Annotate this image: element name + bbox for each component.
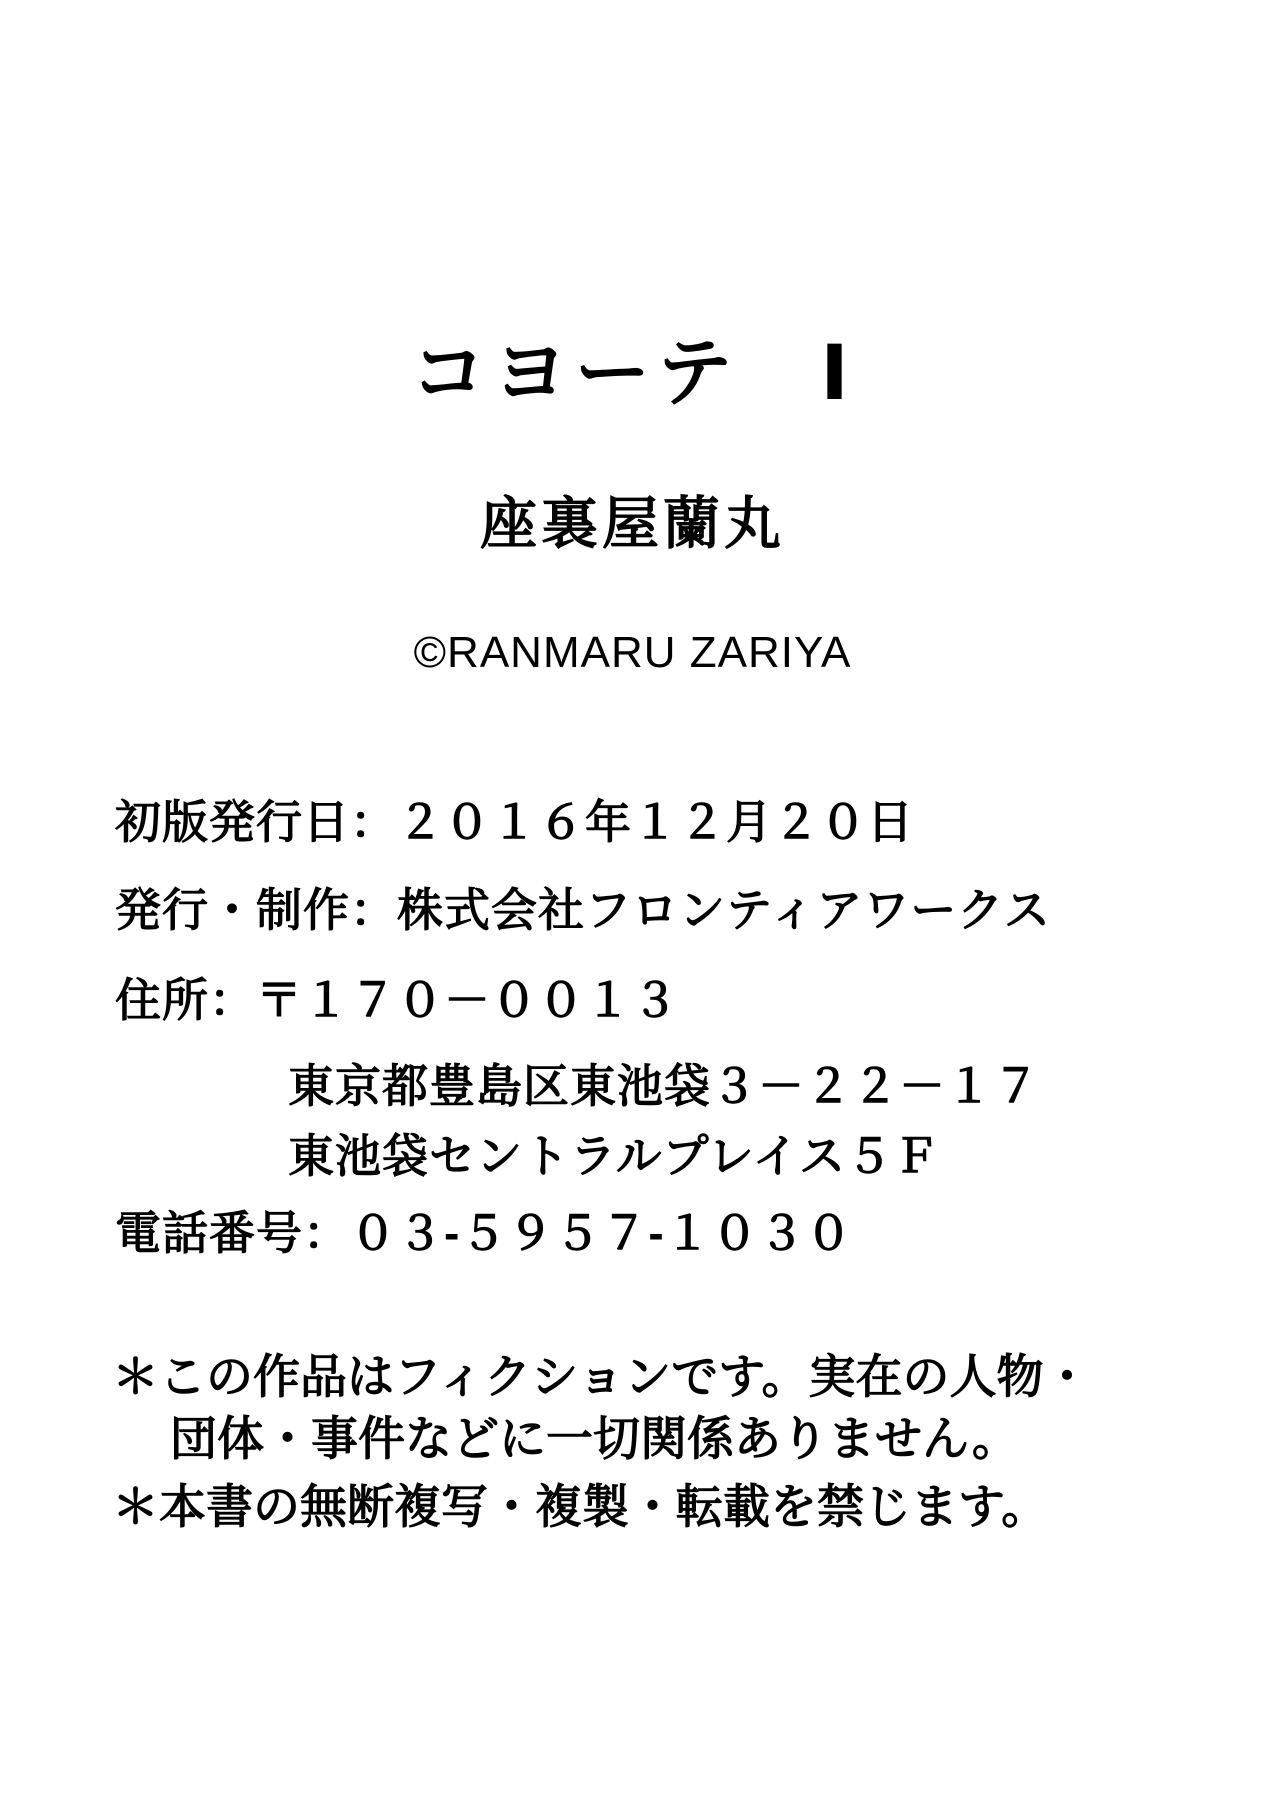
copyright-notice: ©RANMARU ZARIYA [413,628,852,677]
postal-code-line: 住所：〒１７０－００１３ [115,974,679,1026]
building-line: 東池袋セントラルプレイス５Ｆ [288,1130,941,1182]
address-line: 東京都豊島区東池袋３－２２－１７ [288,1060,1040,1112]
author-name: 座裏屋蘭丸 [480,492,785,556]
disclaimer-fiction-line: ＊この作品はフィクションです。実在の人物・ [112,1350,1091,1403]
disclaimer-reproduction-line: ＊本書の無断複写・複製・転載を禁じます。 [112,1480,1049,1533]
publication-date-line: 初版発行日：２０１６年１２月２０日 [115,796,914,848]
publisher-line: 発行・制作：株式会社フロンティアワークス [115,884,1051,936]
phone-number-line: 電話番号：０３-５９５７-１０３０ [115,1207,853,1259]
disclaimer-fiction-line-2: 団体・事件などに一切関係ありません。 [170,1412,1019,1465]
book-title: コヨーテ Ⅰ [410,331,855,416]
